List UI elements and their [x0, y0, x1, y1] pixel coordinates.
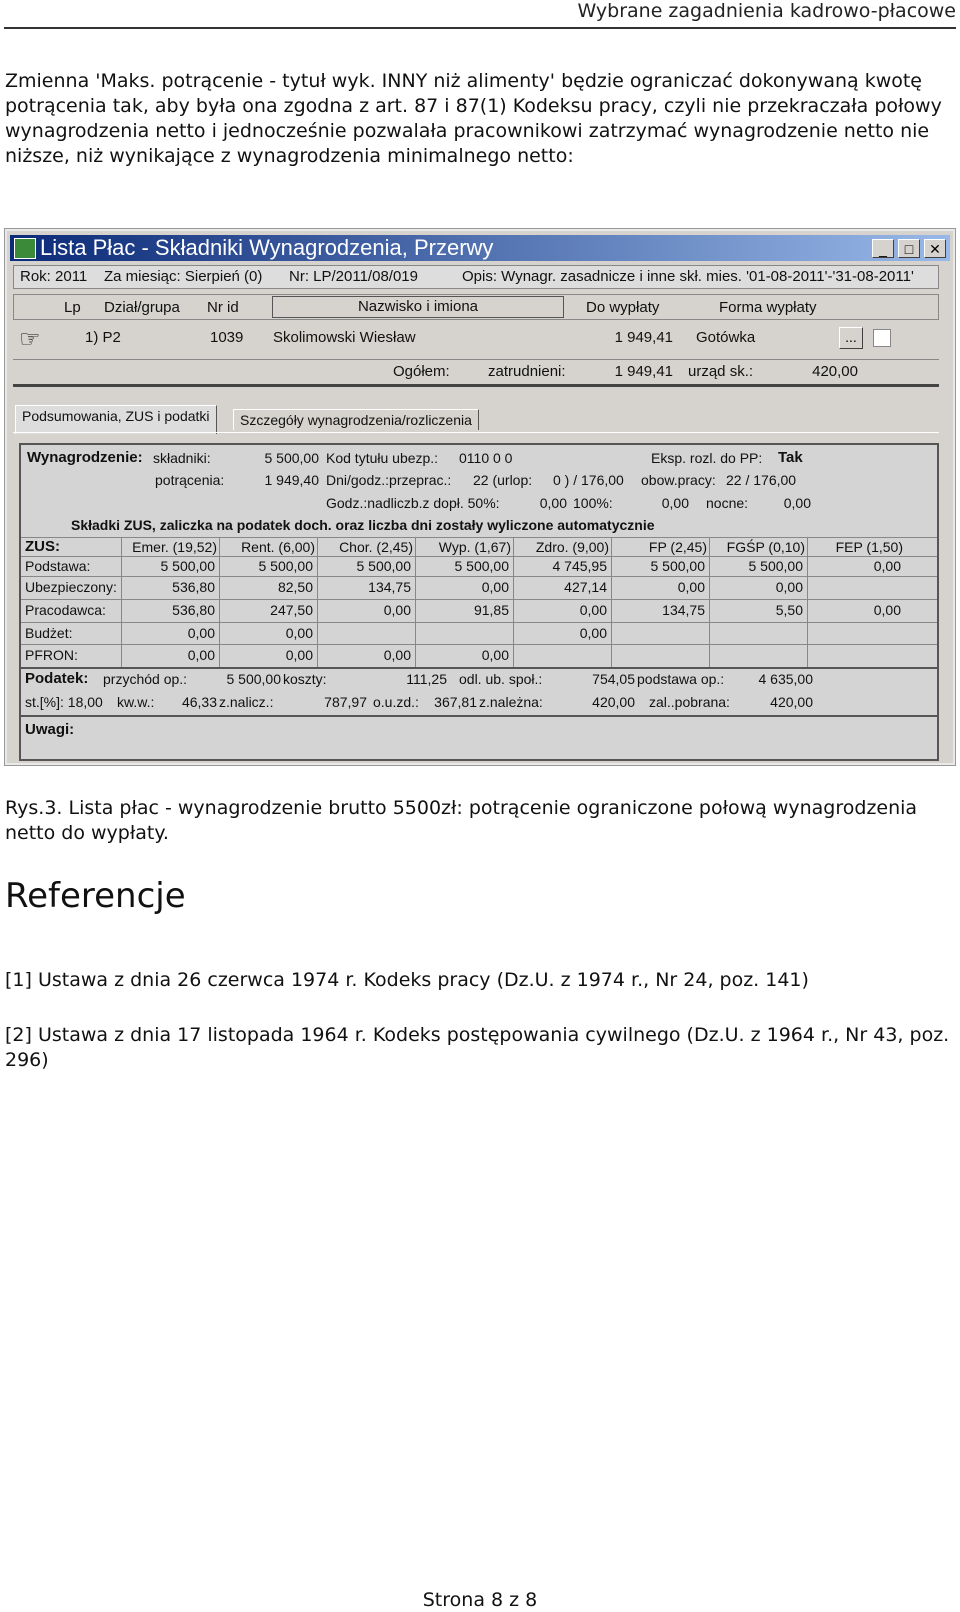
potracenia-label: potrącenia:	[155, 472, 225, 488]
app-icon	[14, 238, 36, 259]
zus-cell: 82,50	[277, 579, 313, 595]
zus-cell: 0,00	[873, 602, 901, 618]
dni-value-2: 0 ) / 176,00	[553, 472, 624, 488]
zus-cell: 247,50	[270, 602, 313, 618]
zus-row-label: Podstawa:	[25, 558, 91, 574]
zus-col-fep: FEP (1,50)	[835, 539, 903, 555]
obow-label: obow.pracy:	[641, 472, 716, 488]
references-heading: Referencje	[5, 876, 186, 916]
zus-cell: 134,75	[368, 579, 411, 595]
col-lp[interactable]: Lp	[64, 299, 81, 316]
totals-office-value: 420,00	[812, 363, 858, 380]
page-footer: Strona 8 z 8	[422, 1589, 538, 1611]
intro-paragraph: Zmienna 'Maks. potrącenie - tytuł wyk. INNY niż alimenty' będzie ograniczać dokonywaną kwotę potrącenia tak, aby była ona zgodna z art. 87 i 87(1) Kodeksu pracy, czyli nie przekraczała połowy wynagrodzenia netto i jednocześnie pozwalała pracownikowi zatrzymać wynagrodzenie netto nie niższe, niż wynikające z wynagrodzenia minimalnego netto:	[5, 70, 942, 167]
zus-col-fp: FP (2,45)	[648, 539, 707, 555]
tab-details[interactable]: Szczegóły wynagrodzenia/rozliczenia	[233, 409, 479, 430]
podstawa-value: 4 635,00	[758, 671, 813, 687]
zus-col-zdro: Zdro. (9,00)	[535, 539, 609, 555]
zus-label: ZUS:	[25, 538, 60, 555]
row-checkbox[interactable]	[873, 329, 891, 347]
przychod-label: przychód op.:	[103, 671, 188, 687]
window-title: Lista Płac - Składniki Wynagrodzenia, Przerwy	[40, 235, 494, 260]
auto-note: Składki ZUS, zaliczka na podatek doch. oraz liczba dni zostały wyliczone automatycznie	[71, 517, 655, 533]
zus-cell: 0,00	[579, 625, 607, 641]
podatek-rule	[21, 667, 937, 669]
close-button[interactable]: ✕	[924, 239, 946, 258]
podstawa-label: podstawa op.:	[637, 671, 725, 687]
zus-cell: 5 500,00	[258, 558, 313, 574]
kod-label: Kod tytułu ubezp.:	[326, 450, 439, 466]
zus-row-rule	[21, 556, 937, 557]
zus-row-label: PFRON:	[25, 647, 78, 663]
totals-bar	[13, 359, 939, 387]
eksp-value: Tak	[778, 449, 803, 466]
payroll-window-screenshot	[5, 229, 955, 765]
info-number: Nr: LP/2011/08/019	[289, 268, 418, 285]
zus-cell: 5 500,00	[748, 558, 803, 574]
header-rule	[4, 27, 956, 29]
eksp-label: Eksp. rozl. do PP:	[651, 450, 763, 466]
list-header	[13, 294, 939, 320]
kww-value: 46,33	[181, 694, 217, 710]
row-form: Gotówka	[696, 329, 756, 346]
zus-col-fgsp: FGŚP (0,10)	[726, 539, 805, 555]
col-dzial[interactable]: Dział/grupa	[104, 299, 180, 316]
nocne-label: nocne:	[706, 495, 749, 511]
ouzd-value: 367,81	[434, 694, 477, 710]
kww-label: kw.w.:	[117, 694, 155, 710]
obow-value: 22 / 176,00	[726, 472, 797, 488]
zus-cell: 0,00	[285, 647, 313, 663]
pointer-hand-icon: ☞	[19, 326, 41, 353]
skladniki-label: składniki:	[153, 450, 211, 466]
col-form[interactable]: Forma wypłaty	[719, 299, 817, 316]
zus-row-rule	[21, 644, 937, 645]
list-info-bar	[13, 265, 939, 289]
row-nrid: 1039	[210, 329, 244, 346]
zus-cell: 0,00	[285, 625, 313, 641]
zus-cell: 0,00	[383, 647, 411, 663]
koszty-label: koszty:	[283, 671, 327, 687]
row-amount: 1 949,41	[614, 329, 673, 346]
zalpobrana-value: 420,00	[770, 694, 813, 710]
info-month: Za miesiąc: Sierpień (0)	[104, 268, 263, 285]
nocne-value: 0,00	[783, 495, 811, 511]
godz-value: 0,00	[539, 495, 567, 511]
summary-grid	[19, 443, 939, 761]
znalicz-value: 787,97	[324, 694, 367, 710]
zus-cell: 5 500,00	[650, 558, 705, 574]
col-nrid[interactable]: Nr id	[207, 299, 239, 316]
zus-cell: 0,00	[187, 647, 215, 663]
zus-cell: 5 500,00	[454, 558, 509, 574]
uwagi-rule	[21, 715, 937, 717]
zus-cell: 0,00	[873, 558, 901, 574]
znalezna-label: z.należna:	[479, 694, 543, 710]
skladniki-value: 5 500,00	[264, 450, 319, 466]
maximize-button[interactable]: □	[898, 239, 920, 258]
figure-caption: Rys.3. Lista płac - wynagrodzenie brutto 5500zł: potrącenie ograniczone połową wynagrodzenia netto do wypłaty.	[5, 797, 918, 844]
totals-office-label: urząd sk.:	[688, 363, 754, 380]
zus-cell: 0,00	[677, 579, 705, 595]
podatek-label: Podatek:	[25, 670, 89, 687]
window-titlebar	[10, 235, 950, 261]
col-name[interactable]: Nazwisko i imiona	[272, 296, 564, 318]
reference-1: [1] Ustawa z dnia 26 czerwca 1974 r. Kodeks pracy (Dz.U. z 1974 r., Nr 24, poz. 141)	[5, 969, 809, 991]
koszty-value: 111,25	[406, 671, 447, 687]
zus-row-rule	[21, 576, 937, 577]
wyn-label: Wynagrodzenie:	[27, 449, 143, 466]
row-details-button[interactable]: ...	[839, 327, 863, 349]
potracenia-value: 1 949,40	[264, 472, 319, 488]
zus-row-rule	[21, 599, 937, 600]
kod-value: 0110 0 0	[459, 450, 513, 466]
totals-amount: 1 949,41	[614, 363, 673, 380]
row-name: Skolimowski Wiesław	[273, 329, 416, 346]
info-description: Opis: Wynagr. zasadnicze i inne skł. mies. '01-08-2011'-'31-08-2011'	[462, 268, 914, 285]
uwagi-label: Uwagi:	[25, 721, 75, 738]
zus-row-label: Ubezpieczony:	[25, 579, 117, 595]
zus-cell: 0,00	[481, 579, 509, 595]
minimize-button[interactable]: _	[872, 239, 894, 258]
tab-baseline	[13, 432, 939, 433]
zus-row-rule	[21, 622, 937, 623]
zus-col-chor: Chor. (2,45)	[339, 539, 413, 555]
totals-label: Ogółem:	[393, 363, 450, 380]
p100-value: 0,00	[661, 495, 689, 511]
zus-cell: 536,80	[172, 579, 215, 595]
dni-value: 22 (urlop:	[473, 472, 533, 488]
zus-cell: 4 745,95	[552, 558, 607, 574]
running-header: Wybrane zagadnienia kadrowo-płacowe	[577, 0, 956, 22]
zus-row-label: Budżet:	[25, 625, 73, 641]
przychod-value: 5 500,00	[226, 671, 281, 687]
odl-label: odl. ub. społ.:	[459, 671, 543, 687]
zus-cell: 5,50	[775, 602, 803, 618]
row-lp: 1) P2	[85, 329, 121, 346]
zus-cell: 91,85	[473, 602, 509, 618]
zus-cell: 134,75	[662, 602, 705, 618]
zus-top-rule	[21, 537, 937, 538]
znalicz-label: z.nalicz.:	[219, 694, 274, 710]
reference-2: [2] Ustawa z dnia 17 listopada 1964 r. Kodeks postępowania cywilnego (Dz.U. z 1964 r., Nr 43, poz. 296)	[5, 1024, 950, 1071]
st-label: st.[%]: 18,00	[25, 694, 103, 710]
zus-col-emer: Emer. (19,52)	[132, 539, 217, 555]
znalezna-value: 420,00	[592, 694, 635, 710]
zus-col-rent: Rent. (6,00)	[241, 539, 315, 555]
info-rok: Rok: 2011	[20, 268, 88, 285]
employee-row[interactable]	[13, 321, 939, 357]
zalpobrana-label: zal..pobrana:	[649, 694, 730, 710]
zus-cell: 0,00	[481, 647, 509, 663]
zus-cell: 0,00	[775, 579, 803, 595]
godz-label: Godz.:nadliczb.z dopł. 50%:	[326, 495, 500, 511]
zus-row-label: Pracodawca:	[25, 602, 106, 618]
ouzd-label: o.u.zd.:	[373, 694, 419, 710]
p100-label: 100%:	[573, 495, 613, 511]
zus-cell: 5 500,00	[160, 558, 215, 574]
tab-summary[interactable]: Podsumowania, ZUS i podatki	[15, 405, 217, 434]
zus-cell: 536,80	[172, 602, 215, 618]
col-amount[interactable]: Do wypłaty	[586, 299, 660, 316]
zus-cell: 5 500,00	[356, 558, 411, 574]
dni-label: Dni/godz.:przeprac.:	[326, 472, 452, 488]
odl-value: 754,05	[592, 671, 635, 687]
zus-cell: 0,00	[383, 602, 411, 618]
zus-col-wyp: Wyp. (1,67)	[438, 539, 511, 555]
zus-cell: 0,00	[187, 625, 215, 641]
totals-employed-label: zatrudnieni:	[488, 363, 566, 380]
zus-cell: 0,00	[579, 602, 607, 618]
zus-cell: 427,14	[564, 579, 607, 595]
